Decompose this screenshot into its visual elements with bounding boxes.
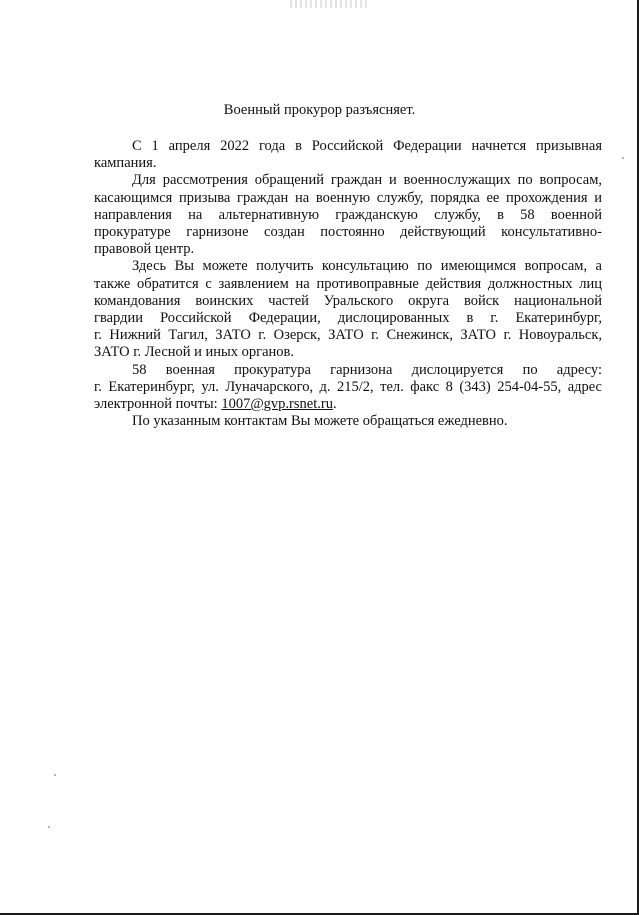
document-body <box>94 138 602 430</box>
paragraph-line: Для рассмотрения обращений граждан и военнослужащих по вопросам, <box>132 172 602 189</box>
scan-speck <box>622 157 624 159</box>
paragraph-address <box>94 362 602 414</box>
paragraph-line: направления на альтернативную гражданскую службу, в 58 военной <box>94 206 602 223</box>
email-link[interactable]: 1007@gvp.rsnet.ru <box>221 396 333 413</box>
scan-speck <box>48 826 50 828</box>
paragraph-line: гвардии Российской Федерации, дислоцированных в г. Екатеринбург, <box>94 310 602 327</box>
paragraph-line: командования воинских частей Уральского округа войск национальной <box>94 292 602 309</box>
paragraph-line-email <box>94 396 602 413</box>
document-title: Военный прокурор разъясняет. <box>223 102 416 118</box>
paragraph-line: прокуратуре гарнизоне создан постоянно действующий консультативно- <box>94 224 602 241</box>
paragraph-line: г. Екатеринбург, ул. Луначарского, д. 215/2, тел. факс 8 (343) 254-04-55, адрес <box>94 378 602 395</box>
paragraph-line: касающимся призыва граждан на военную службу, порядка ее прохождения и <box>94 189 602 206</box>
paragraph-line: С 1 апреля 2022 года в Российской Федерации начнется призывная <box>132 138 602 154</box>
paragraph-line: также обратится с заявлением на противоправные действия должностных лиц <box>94 275 602 292</box>
email-label: электронной почты: <box>94 396 222 413</box>
paragraph-line: ЗАТО г. Лесной и иных органов. <box>94 344 295 361</box>
paragraph-line: Здесь Вы можете получить консультацию по имеющимся вопросам, а <box>132 258 602 275</box>
paragraph-line: правовой центр. <box>94 241 195 258</box>
paragraph-line: г. Нижний Тагил, ЗАТО г. Озерск, ЗАТО г. Снежинск, ЗАТО г. Новоуральск, <box>94 327 602 344</box>
paragraph-complaints <box>94 258 602 361</box>
scan-artifact <box>290 0 370 8</box>
paragraph-campaign <box>94 138 602 172</box>
paragraph-line: По указанным контактам Вы можете обращаться ежедневно. <box>132 413 508 430</box>
paragraph-contacts <box>94 413 602 430</box>
scan-speck <box>54 774 56 776</box>
paragraph-consultation-center <box>94 172 602 258</box>
paragraph-line: 58 военная прокуратура гарнизона дислоцируется по адресу: <box>132 361 602 378</box>
email-suffix: . <box>332 396 337 413</box>
paragraph-line: кампания. <box>94 155 157 172</box>
